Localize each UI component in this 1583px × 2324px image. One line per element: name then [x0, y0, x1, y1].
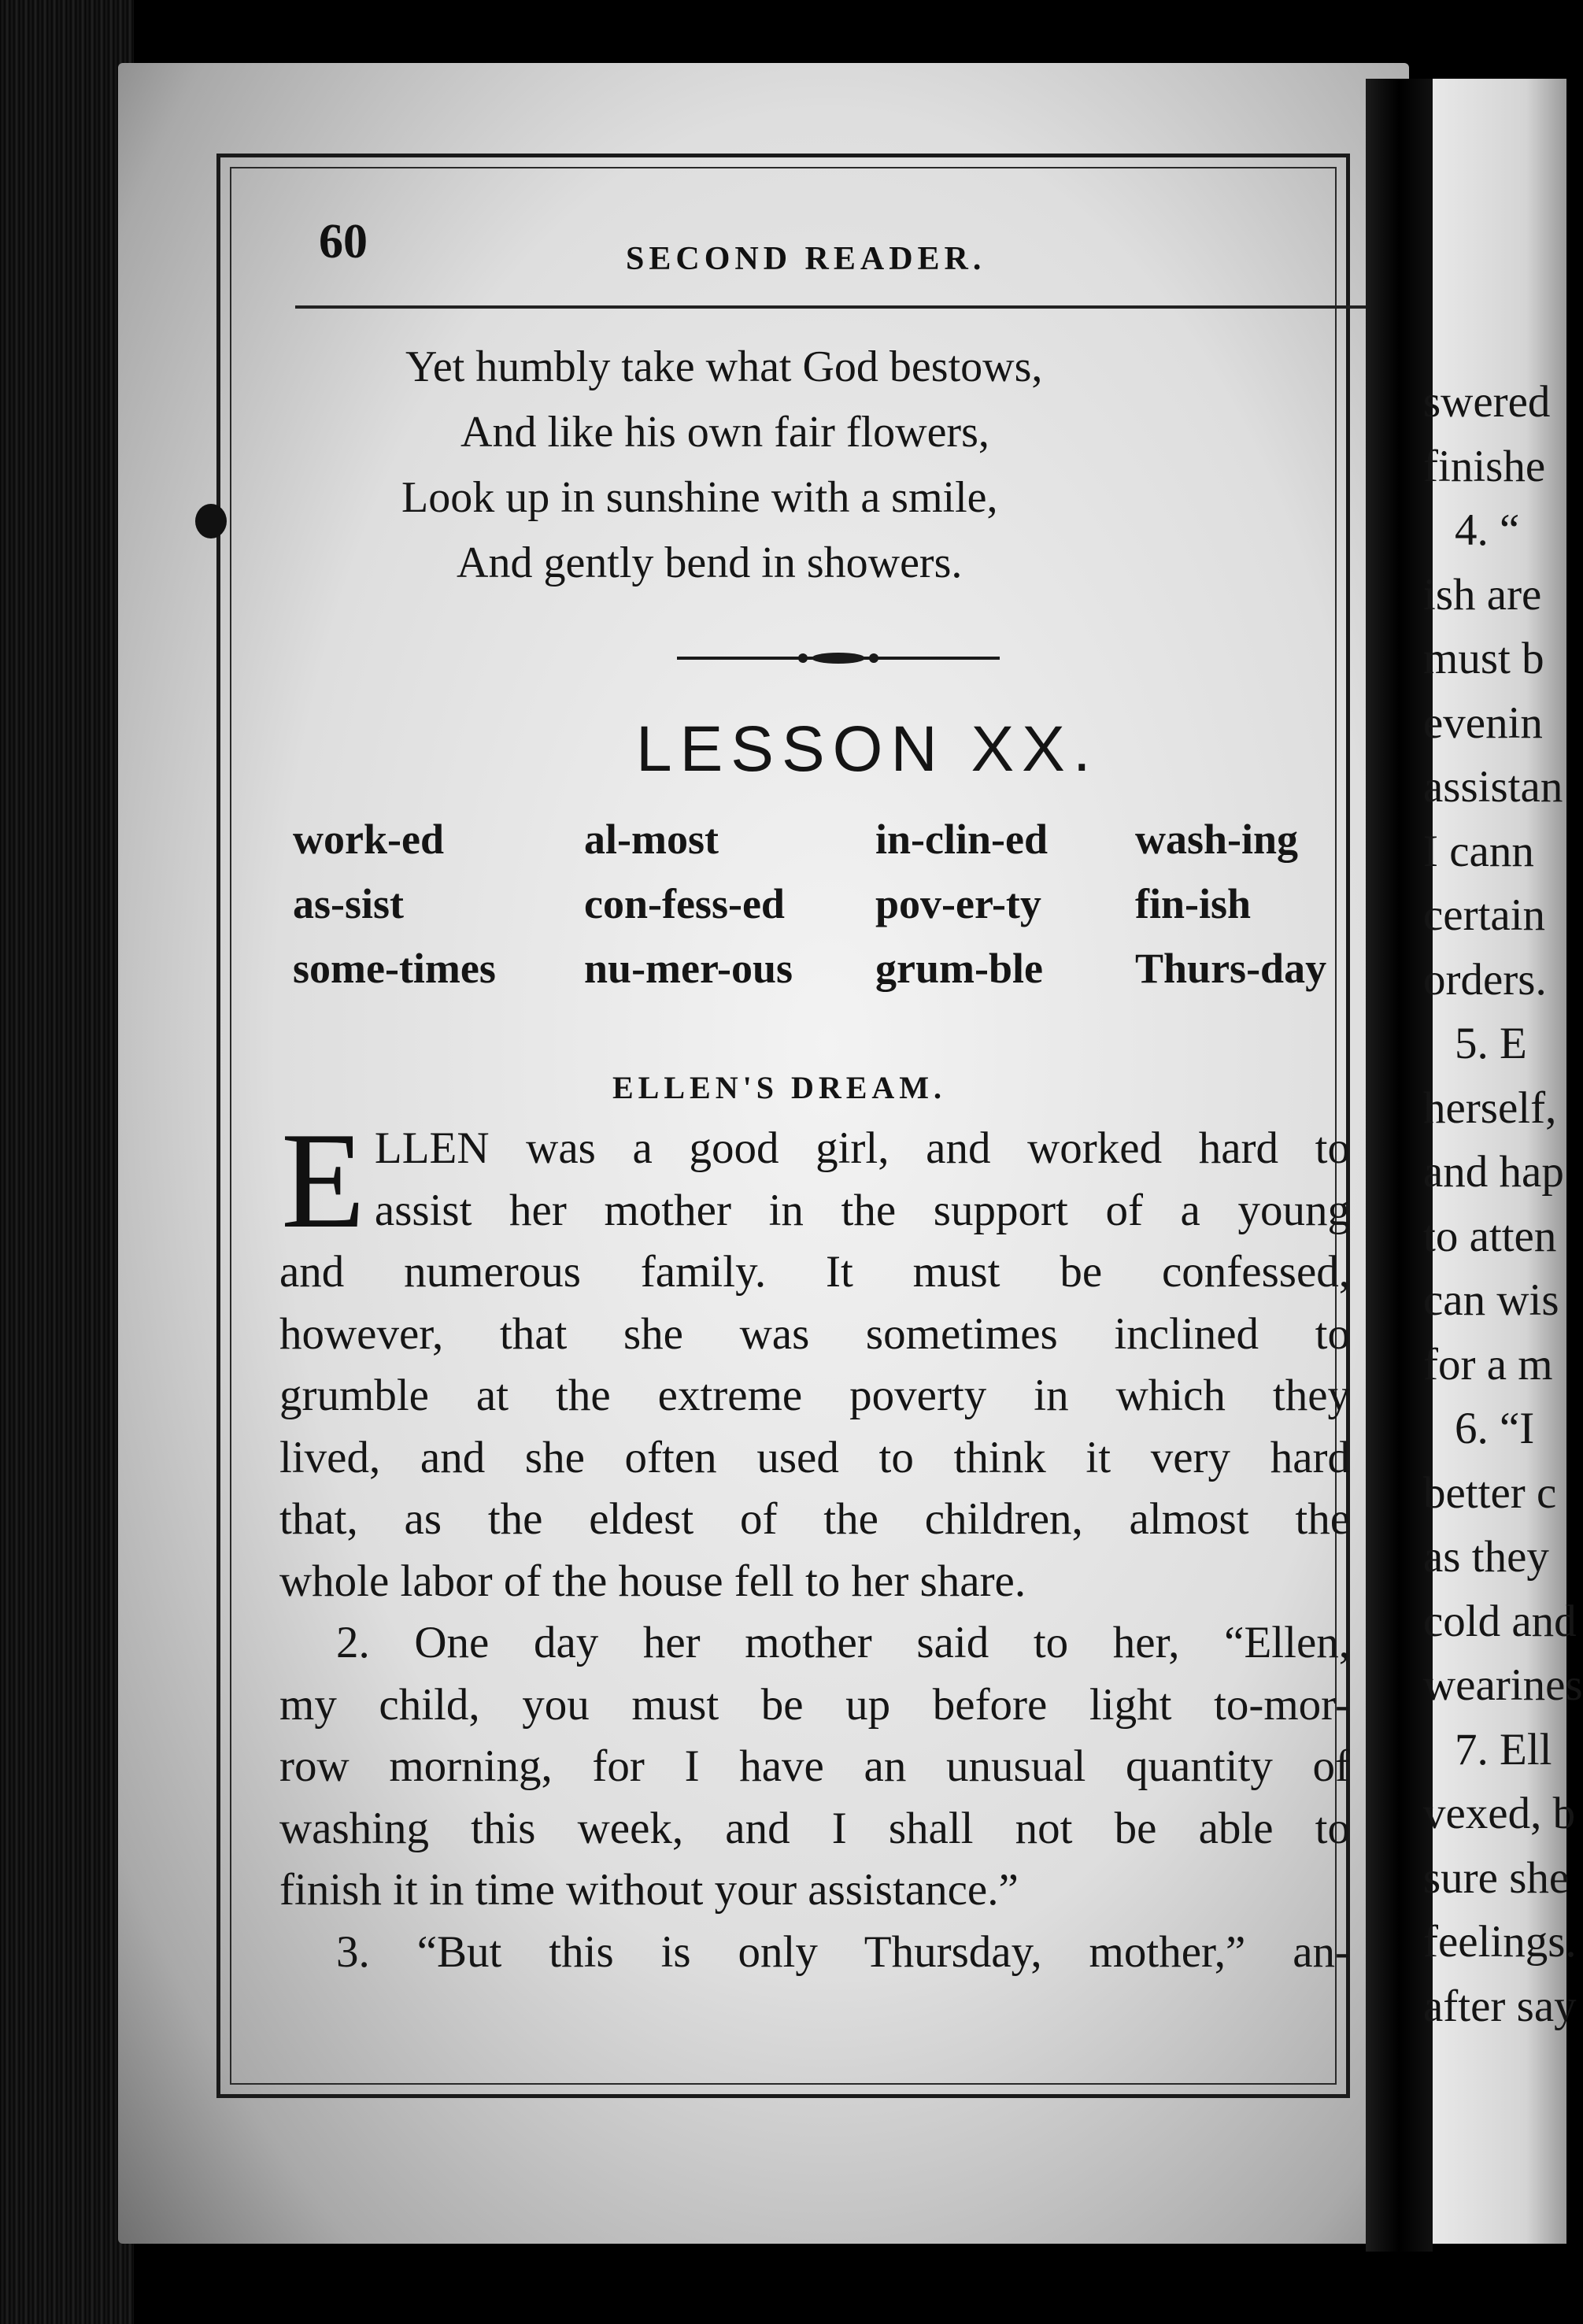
text-line: LLEN was a good girl, and worked hard to [374, 1123, 1350, 1173]
facing-line: 6. “I [1455, 1404, 1535, 1453]
text-line: washing this week, and I shall not be able to [279, 1803, 1350, 1853]
text-line: that, as the eldest of the children, almost the [279, 1494, 1350, 1544]
facing-line: I cann [1423, 826, 1534, 876]
text-line: whole labor of the house fell to her share. [279, 1556, 1026, 1606]
text-line: 3. “But this is only Thursday, mother,” an- [336, 1926, 1350, 1977]
facing-page-text [1423, 370, 1581, 2038]
paragraph-2 [279, 1612, 1350, 1922]
vocab-word: fin-ish [1135, 880, 1252, 927]
facing-line: orders. [1423, 954, 1547, 1005]
drop-cap: E [281, 1104, 365, 1256]
page-number: 60 [319, 215, 368, 268]
facing-line: feelings. [1423, 1917, 1577, 1967]
vocab-word: pov-er-ty [875, 880, 1041, 927]
vocab-word: some-times [293, 945, 496, 992]
vocab-word: work-ed [293, 816, 444, 863]
facing-line: after say [1423, 1981, 1577, 2031]
facing-line: can wis [1423, 1275, 1559, 1325]
text-line: however, that she was sometimes inclined to [279, 1308, 1350, 1359]
facing-line: certain [1423, 890, 1546, 940]
poem-line: And gently bend in showers. [457, 538, 963, 587]
facing-line: cold and [1423, 1596, 1577, 1646]
story-title: ELLEN'S DREAM. [612, 1070, 947, 1105]
vocab-word: Thurs-day [1135, 945, 1327, 992]
facing-line: to atten [1423, 1211, 1557, 1261]
text-line: lived, and she often used to think it very hard [279, 1432, 1350, 1482]
facing-line: wearines [1423, 1660, 1583, 1710]
text-line: row morning, for I have an unusual quantity of [279, 1741, 1350, 1791]
facing-line: 5. E [1455, 1019, 1527, 1068]
facing-line: 7. Ell [1455, 1724, 1552, 1774]
ornament-divider [677, 652, 1000, 664]
text-line: grumble at the extreme poverty in which they [279, 1371, 1350, 1420]
book-binding [0, 0, 134, 2324]
facing-line: vexed, b [1423, 1789, 1576, 1838]
running-head: SECOND READER. [626, 241, 986, 277]
poem-line: Look up in sunshine with a smile, [401, 473, 998, 522]
facing-line: for a m [1423, 1339, 1553, 1390]
facing-line: and hap [1423, 1147, 1564, 1197]
facing-line: better c [1423, 1467, 1557, 1518]
facing-line: 4. “ [1455, 505, 1520, 555]
lesson-title: LESSON XX. [636, 713, 1099, 785]
vocabulary-list [293, 807, 1371, 1001]
text-line: my child, you must be up before light to-mor- [279, 1679, 1350, 1730]
vocab-word: con-fess-ed [584, 880, 785, 927]
poem-line: Yet humbly take what God bestows, [405, 342, 1043, 391]
vocab-word: as-sist [293, 880, 405, 927]
paragraph-3 [279, 1922, 1350, 1984]
vocab-word: in-clin-ed [875, 816, 1049, 863]
text-line: 2. One day her mother said to her, “Ellen, [336, 1618, 1350, 1667]
ink-blot [195, 504, 227, 538]
poem-line: And like his own fair flowers, [460, 408, 989, 457]
facing-line: finishe [1423, 441, 1546, 491]
facing-line: herself, [1423, 1082, 1557, 1133]
facing-line: assistan [1423, 762, 1563, 812]
header-rule [295, 305, 1366, 309]
poem-stanza [394, 335, 1299, 596]
text-line: finish it in time without your assistance.” [279, 1865, 1019, 1915]
story-body [279, 1104, 1350, 1983]
text-line: assist her mother in the support of a young [374, 1185, 1350, 1235]
vocab-word: grum-ble [875, 945, 1043, 992]
paragraph-1 [279, 1104, 1350, 1612]
facing-line: must b [1423, 634, 1544, 683]
facing-line: as they [1423, 1532, 1549, 1582]
vocab-word: wash-ing [1135, 816, 1299, 863]
vocab-word: al-most [584, 816, 719, 863]
facing-line: ish are [1423, 569, 1542, 620]
text-line: and numerous family. It must be confessed, [279, 1247, 1350, 1297]
vocab-word: nu-mer-ous [584, 945, 793, 992]
facing-line: evenin [1423, 698, 1543, 748]
facing-line: sure she [1423, 1852, 1570, 1903]
facing-line: swered [1423, 377, 1551, 427]
